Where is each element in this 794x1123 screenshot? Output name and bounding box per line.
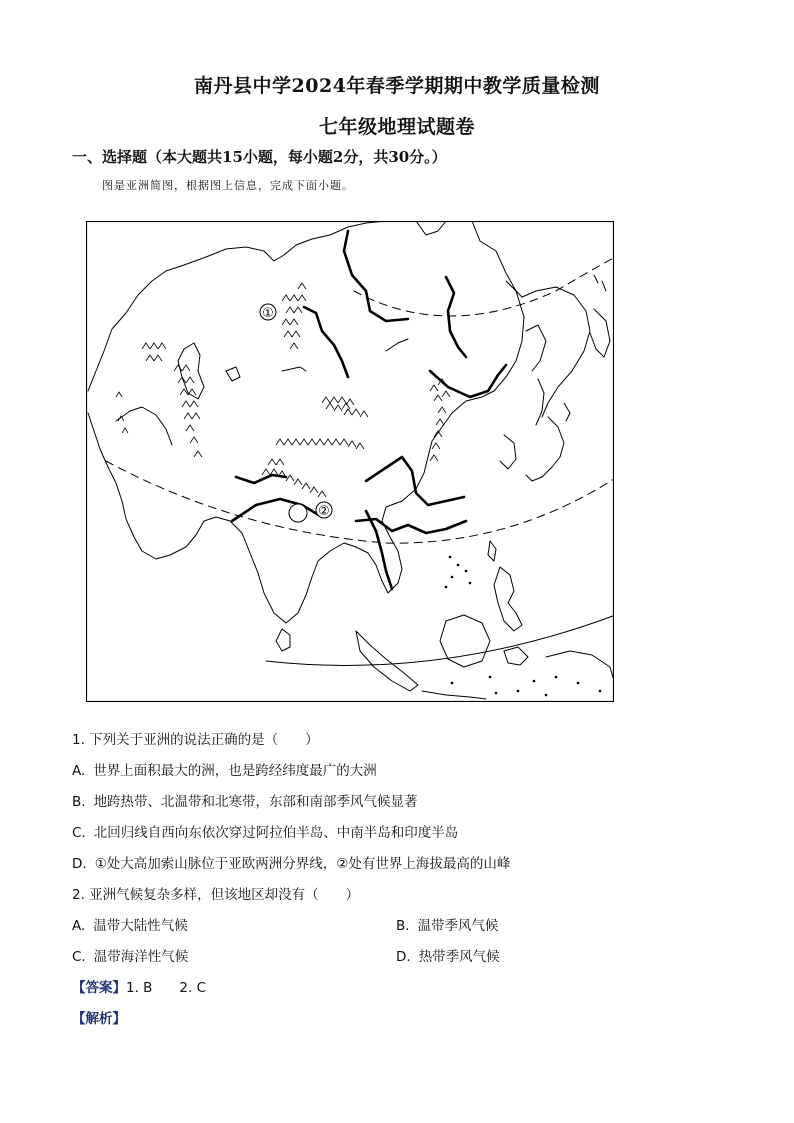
map-frame (87, 222, 614, 702)
answer-tag: 【答案】 (72, 980, 126, 996)
q2-option-a (72, 914, 188, 934)
q1-option-c (72, 821, 458, 841)
option-label: A. (72, 918, 86, 934)
himalaya-point (289, 504, 307, 522)
analysis-tag: 【解析】 (72, 1011, 126, 1027)
option-label: D. (72, 856, 87, 872)
option-text: 温带海洋性气候 (93, 949, 189, 965)
option-text: ①处大高加索山脉位于亚欧两洲分界线，②处有世界上海拔最高的山峰 (94, 856, 511, 872)
option-label: C. (72, 949, 86, 965)
q2-option-d (396, 945, 500, 965)
q1-option-a (72, 759, 377, 779)
q2-option-c (72, 945, 188, 965)
option-text: 世界上面积最大的洲，也是跨经纬度最广的大洲 (93, 763, 377, 779)
option-label: B. (396, 918, 410, 934)
figure-intro: 图是亚洲简图，根据图上信息，完成下面小题。 (102, 179, 354, 192)
exam-subtitle: 七年级地理试题卷 (318, 116, 475, 138)
marker-1-label: ① (262, 306, 274, 321)
option-label: C. (72, 825, 86, 841)
q2-option-b (396, 914, 499, 934)
analysis-line (72, 1007, 126, 1027)
q1-option-b (72, 790, 418, 810)
option-text: 北回归线自西向东依次穿过阿拉伯半岛、中南半岛和印度半岛 (93, 825, 459, 841)
marker-2-label: ② (318, 504, 330, 519)
option-label: D. (396, 949, 411, 965)
option-label: A. (72, 763, 86, 779)
option-text: 热带季风气候 (418, 949, 500, 965)
section-heading: 一、选择题（本大题共15小题，每小题2分，共30分。） (72, 148, 447, 166)
asia-map-figure (86, 221, 614, 702)
question-1-stem: 1. 下列关于亚洲的说法正确的是（ ） (72, 732, 319, 748)
option-text: 温带季风气候 (417, 918, 499, 934)
exam-title: 南丹县中学2024年春季学期期中教学质量检测 (194, 75, 600, 97)
answer-line (72, 976, 206, 996)
answer-text: 1. B 2. C (126, 980, 207, 996)
marker-1-group (260, 304, 276, 321)
question-2-stem: 2. 亚洲气候复杂多样，但该地区却没有（ ） (72, 887, 360, 903)
option-text: 温带大陆性气候 (93, 918, 188, 934)
q1-option-d (72, 852, 510, 872)
option-text: 地跨热带、北温带和北寒带，东部和南部季风气候显著 (93, 794, 418, 810)
option-label: B. (72, 794, 86, 810)
